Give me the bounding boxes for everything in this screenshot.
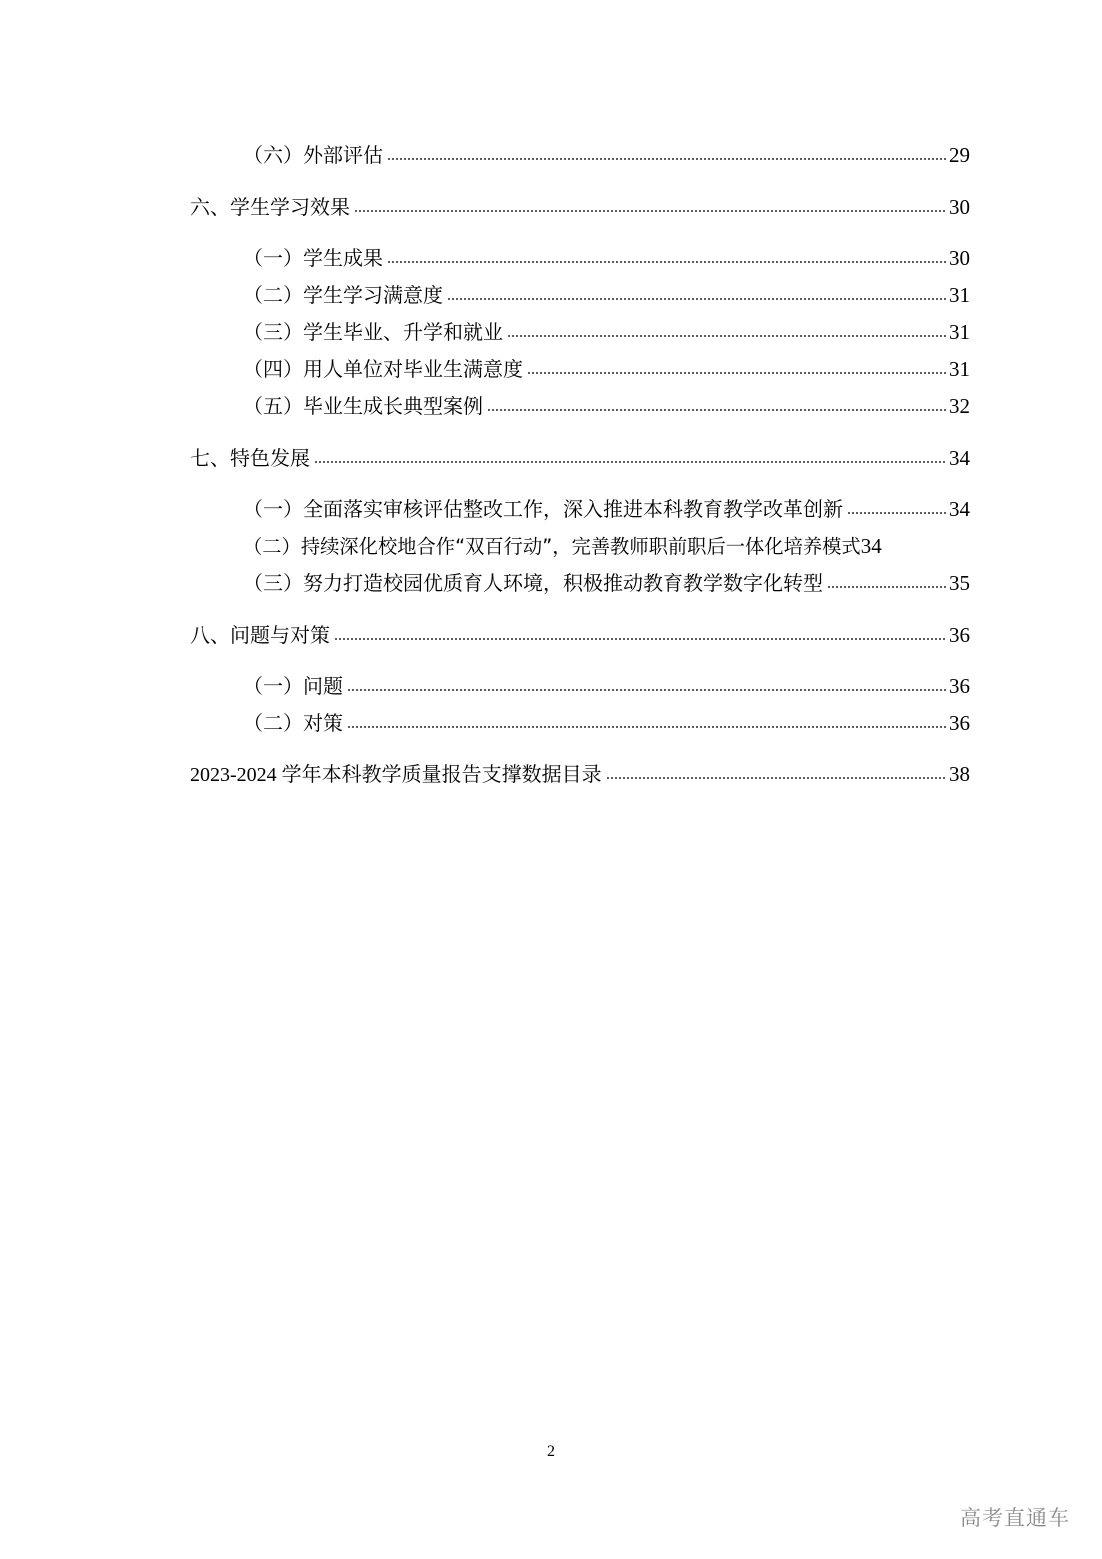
toc-entry-title: （三）学生毕业、升学和就业 — [243, 320, 503, 344]
toc-entry[interactable] — [190, 759, 970, 789]
toc-entry-title: （二）持续深化校地合作“双百行动”，完善教师职前职后一体化培养模式 — [243, 535, 861, 558]
toc-entry[interactable] — [243, 531, 970, 561]
toc-entry-title: （五）毕业生成长典型案例 — [243, 394, 483, 418]
toc-entry[interactable] — [190, 620, 970, 650]
toc-leader-dots — [354, 208, 947, 214]
toc-entry[interactable] — [243, 140, 970, 170]
toc-entry-title: （三）努力打造校园优质育人环境，积极推动教育教学数字化转型 — [243, 571, 823, 595]
toc-leader-dots — [387, 156, 947, 162]
toc-entry-page: 36 — [949, 674, 970, 698]
toc-leader-dots — [527, 370, 947, 376]
toc-entry[interactable] — [190, 443, 970, 473]
toc-entry-title: 六、学生学习效果 — [190, 195, 350, 219]
toc-entry-page: 34 — [949, 497, 970, 521]
toc-entry[interactable] — [243, 708, 970, 738]
toc-entry-title: （一）全面落实审核评估整改工作，深入推进本科教育教学改革创新 — [243, 497, 843, 521]
toc-entry-page: 31 — [949, 357, 970, 381]
toc-entry[interactable] — [243, 494, 970, 524]
toc-entry-page: 38 — [949, 762, 970, 786]
toc-entry[interactable] — [243, 354, 970, 384]
toc-leader-dots — [447, 296, 947, 302]
toc-leader-dots — [487, 407, 947, 413]
toc-entry-title: （二）对策 — [243, 711, 343, 735]
toc-entry-page: 36 — [949, 711, 970, 735]
toc-entry-title: 2023-2024 学年本科教学质量报告支撑数据目录 — [190, 764, 602, 786]
watermark: 高考直通车 — [960, 1506, 1070, 1530]
toc-entry-title: 八、问题与对策 — [190, 623, 330, 647]
toc-entry[interactable] — [243, 391, 970, 421]
page-number: 2 — [547, 1443, 555, 1460]
toc-entry-title: （一）学生成果 — [243, 246, 383, 270]
toc-entry-page: 30 — [949, 246, 970, 270]
toc-entry[interactable] — [243, 671, 970, 701]
toc-leader-dots — [507, 333, 947, 339]
toc-entry[interactable] — [243, 280, 970, 310]
toc-leader-dots — [334, 636, 947, 642]
toc-leader-dots — [827, 584, 947, 590]
toc-entry[interactable] — [243, 317, 970, 347]
toc-entry-title: （四）用人单位对毕业生满意度 — [243, 357, 523, 381]
toc-entry[interactable] — [243, 243, 970, 273]
toc-entry-page: 31 — [949, 283, 970, 307]
toc-entry-page: 34 — [949, 446, 970, 470]
toc-entry-title: 七、特色发展 — [190, 446, 310, 470]
toc-entry-page: 36 — [949, 623, 970, 647]
toc-entry-page: 30 — [949, 195, 970, 219]
toc-entry-title: （一）问题 — [243, 674, 343, 698]
toc-entry-page: 29 — [949, 143, 970, 167]
toc-leader-dots — [347, 724, 947, 730]
toc-entry-page: 34 — [860, 534, 882, 558]
toc-entry[interactable] — [190, 192, 970, 222]
toc-entry-page: 35 — [949, 571, 970, 595]
toc-leader-dots — [347, 687, 947, 693]
toc-leader-dots — [314, 459, 947, 465]
toc-entry-title: （六）外部评估 — [243, 143, 383, 167]
toc-entry-page: 32 — [949, 394, 970, 418]
toc-entry-page: 31 — [949, 320, 970, 344]
toc-entry-title: （二）学生学习满意度 — [243, 283, 443, 307]
toc-leader-dots — [847, 510, 947, 516]
toc-entry[interactable] — [243, 568, 970, 598]
toc-leader-dots — [606, 775, 947, 781]
toc-leader-dots — [387, 259, 947, 265]
